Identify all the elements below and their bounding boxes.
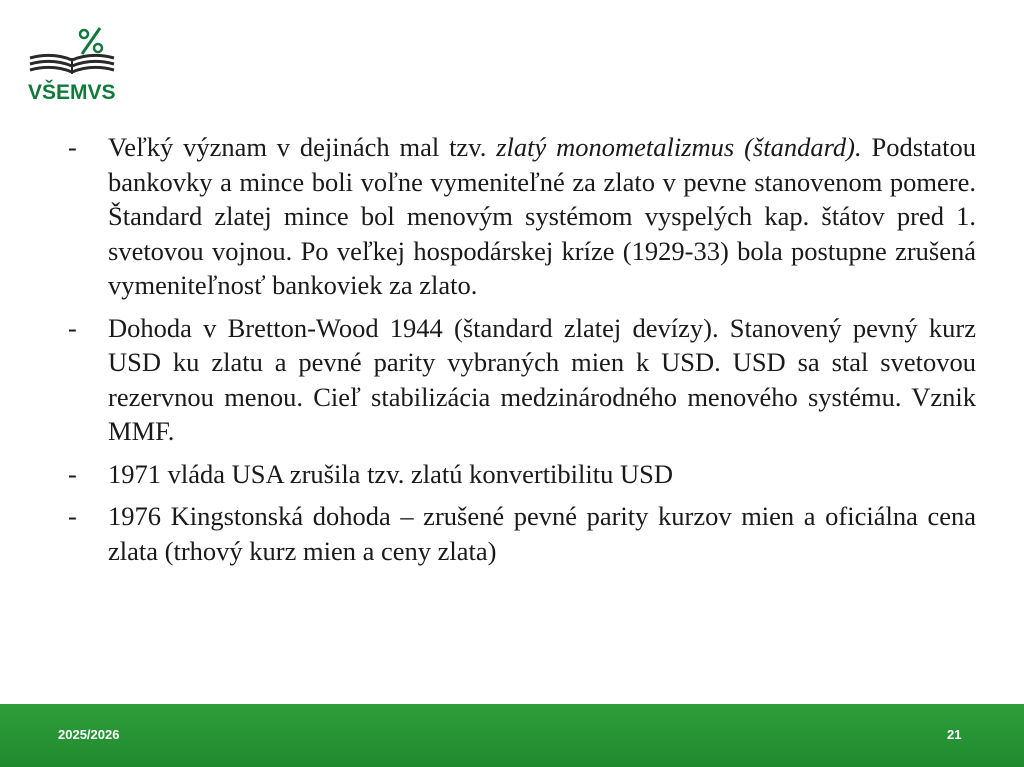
academic-year: 2025/2026 [58, 727, 120, 742]
logo-text: VŠEMVS [28, 81, 116, 104]
list-item [64, 311, 976, 449]
list-item [64, 130, 976, 303]
italic-term: zlatý monometalizmus (štandard). [496, 132, 862, 162]
bullet-marker: - [68, 501, 77, 531]
open-book-percent-icon [24, 22, 124, 82]
bullet-marker: - [68, 458, 77, 489]
bullet-text: Dohoda v Bretton-Wood 1944 (štandard zlatej devízy). Stanovený pevný kurz USD ku zlatu a pevné parity vybraných mien k USD. USD sa stal svetovou rezervnou menou. Cieľ stabilizácia medzinárodného menového systému. Vznik MMF. [108, 312, 976, 446]
bullet-text: Veľký význam v dejinách mal tzv. zlatý monometalizmus (štandard). Podstatou bankovky a mince boli voľne vymeniteľné za zlato v pevne stanovenom pomere. Štandard zlatej mince bol menovým systémom vyspelých kap. štátov pred 1. svetovou vojnou. Po veľkej hospodárskej kríze (1929-33) bola postupne zrušená vymeniteľnosť bankoviek za zlato. [108, 132, 976, 300]
page-number: 21 [947, 727, 962, 742]
logo [24, 22, 124, 108]
list-item [64, 499, 976, 568]
bullet-text: 1976 Kingstonská dohoda – zrušené pevné parity kurzov mien a oficiálna cena zlata (trhový kurz mien a ceny zlata) [108, 501, 976, 566]
bullet-marker: - [68, 312, 77, 343]
bullet-list [64, 130, 976, 576]
list-item [64, 457, 976, 492]
bullet-marker: - [68, 132, 77, 162]
footer-bar [0, 704, 1024, 767]
bullet-text: 1971 vláda USA zrušila tzv. zlatú konvertibilitu USD [108, 458, 674, 489]
